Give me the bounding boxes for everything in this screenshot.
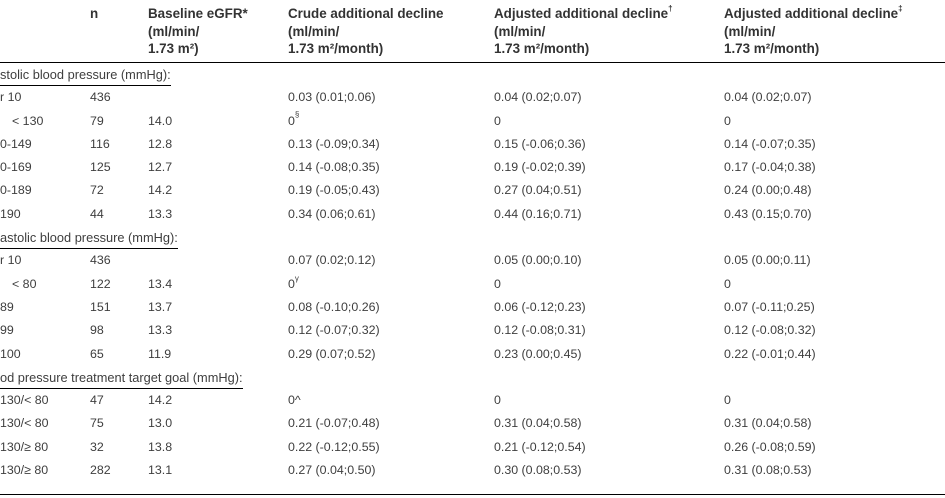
cell-adjusted-2-value: 0.31 (0.08;0.53) [724,463,812,478]
cell-crude [288,319,380,342]
row-label: < 130 [12,113,44,128]
cell-crude [288,86,376,109]
row-label: 0-169 [0,160,32,175]
cell-crude-value: 0.19 (-0.05;0.43) [288,183,380,198]
cell-adjusted-2 [724,436,816,459]
table-row [0,179,945,202]
cell-adjusted-2 [724,179,812,202]
cell-crude [288,156,380,179]
table-bottom-rule [0,494,945,495]
cell-n-value: 436 [90,90,111,105]
row-label: 130/< 80 [0,416,49,431]
cell-adjusted-2 [724,249,811,272]
cell-adjusted-1 [494,319,586,342]
cell-adjusted-2-value: 0.12 (-0.08;0.32) [724,323,816,338]
cell-adjusted-2-value: 0.24 (0.00;0.48) [724,183,812,198]
cell-adjusted-1 [494,203,582,226]
cell-adjusted-2-value: 0 [724,113,731,128]
section-title: astolic blood pressure (mmHg): [0,229,178,249]
cell-n [90,319,104,342]
cell-n-value: 72 [90,183,104,198]
cell-n [90,156,111,179]
cell-baseline-value: 13.3 [148,206,173,221]
cell-adjusted-1 [494,343,582,366]
table-row [0,203,945,226]
cell-baseline-value: 13.7 [148,299,173,314]
cell-crude-value: 0 [288,113,295,128]
cell-adjusted-1-value: 0.15 (-0.06;0.36) [494,136,586,151]
cell-baseline [148,459,172,482]
cell-adjusted-1-value: 0.30 (0.08;0.53) [494,463,582,478]
cell-baseline [148,110,172,133]
cell-adjusted-1-value: 0.21 (-0.12;0.54) [494,439,586,454]
header-baseline-egfr: Baseline eGFR* (ml/min/ 1.73 m²) [148,6,248,56]
cell-crude-value: 0^ [288,393,301,408]
cell-n [90,389,104,412]
header-adjusted-2-sup: ‡ [898,3,903,13]
row-label: < 80 [12,276,37,291]
cell-crude-value: 0.34 (0.06;0.61) [288,206,376,221]
cell-adjusted-1-value: 0.23 (0.00;0.45) [494,346,582,361]
header-adjusted-decline-1 [494,5,673,58]
cell-adjusted-2 [724,203,812,226]
table-row [0,133,945,156]
cell-crude [288,249,376,272]
cell-adjusted-2 [724,133,816,156]
cell-crude [288,389,301,412]
cell-adjusted-1-value: 0.31 (0.04;0.58) [494,416,582,431]
footnote-mark: § [294,110,300,120]
header-adjusted-2-units: (ml/min/ 1.73 m²/month) [724,23,820,56]
cell-baseline [148,436,172,459]
cell-n [90,273,111,296]
cell-adjusted-1-value: 0 [494,113,501,128]
cell-adjusted-2-value: 0.07 (-0.11;0.25) [724,299,815,314]
cell-n-value: 125 [90,160,111,175]
header-n: n [90,6,99,21]
section-heading-row [0,366,945,389]
cell-crude-value: 0.03 (0.01;0.06) [288,90,376,105]
cell-adjusted-1-value: 0.27 (0.04;0.51) [494,183,582,198]
cell-adjusted-2 [724,156,816,179]
cell-baseline-value: 12.7 [148,160,173,175]
table-row [0,249,945,272]
cell-adjusted-1-value: 0.05 (0.00;0.10) [494,253,582,268]
row-label: 130/≥ 80 [0,439,49,454]
section-heading [0,366,243,389]
cell-adjusted-2 [724,296,815,319]
cell-adjusted-2-value: 0.43 (0.15;0.70) [724,206,812,221]
cell-n-value: 436 [90,253,111,268]
cell-adjusted-2 [724,319,816,342]
cell-baseline [148,412,172,435]
cell-adjusted-1 [494,156,586,179]
header-adjusted-1-sup: † [668,3,673,13]
row-label: r 10 [0,90,22,105]
cell-baseline [148,133,172,156]
table-row [0,436,945,459]
cell-baseline-value: 12.8 [148,136,173,151]
row-label: 99 [0,323,14,338]
cell-n [90,133,110,156]
table-row [0,343,945,366]
cell-adjusted-2-value: 0 [724,276,731,291]
cell-crude-value: 0.07 (0.02;0.12) [288,253,376,268]
cell-crude-value: 0.29 (0.07;0.52) [288,346,376,361]
row-label: 100 [0,346,21,361]
cell-crude [288,459,376,482]
cell-baseline-value: 13.0 [148,416,173,431]
cell-adjusted-2-value: 0.22 (-0.01;0.44) [724,346,816,361]
table-row [0,110,945,133]
table-row [0,296,945,319]
cell-crude-value: 0.27 (0.04;0.50) [288,463,376,478]
cell-adjusted-2 [724,459,812,482]
cell-baseline-value: 13.4 [148,276,173,291]
cell-baseline-value: 14.2 [148,183,173,198]
cell-crude-value: 0.21 (-0.07;0.48) [288,416,380,431]
cell-baseline-value: 14.0 [148,113,173,128]
cell-adjusted-2-value: 0.04 (0.02;0.07) [724,90,812,105]
row-label: 190 [0,206,21,221]
section-title: od pressure treatment target goal (mmHg): [0,369,243,389]
cell-crude [288,343,376,366]
section-heading [0,63,171,86]
cell-n [90,203,104,226]
cell-crude-value: 0.22 (-0.12;0.55) [288,439,380,454]
cell-n [90,296,111,319]
cell-n-value: 44 [90,206,104,221]
header-adjusted-2-title: Adjusted additional decline [724,6,899,21]
cell-crude-value: 0.12 (-0.07;0.32) [288,323,380,338]
cell-baseline-value: 14.2 [148,393,173,408]
table-row [0,86,945,109]
cell-crude [288,203,376,226]
cell-adjusted-2-value: 0 [724,393,731,408]
row-label: 0-149 [0,136,32,151]
cell-crude [288,179,380,202]
row-label: 0-189 [0,183,32,198]
cell-adjusted-2-value: 0.26 (-0.08;0.59) [724,439,816,454]
cell-n-value: 116 [90,136,110,151]
cell-crude-value: 0 [288,276,295,291]
cell-n [90,179,104,202]
cell-n [90,110,104,133]
cell-adjusted-1 [494,389,501,412]
cell-adjusted-2 [724,343,816,366]
cell-n-value: 47 [90,393,104,408]
table-row [0,412,945,435]
cell-adjusted-1 [494,179,582,202]
table-header [0,0,945,60]
cell-adjusted-1-value: 0.19 (-0.02;0.39) [494,160,586,175]
cell-adjusted-2-value: 0.17 (-0.04;0.38) [724,160,816,175]
cell-adjusted-1 [494,436,586,459]
cell-n [90,343,104,366]
cell-baseline-value: 13.1 [148,463,173,478]
cell-crude [288,133,380,156]
cell-n [90,436,104,459]
cell-adjusted-1 [494,86,582,109]
header-crude-decline: Crude additional decline (ml/min/ 1.73 m²/month) [288,6,444,56]
cell-n [90,86,111,109]
cell-n-value: 122 [90,276,111,291]
cell-crude [288,436,380,459]
cell-adjusted-1 [494,133,586,156]
cell-baseline [148,273,172,296]
cell-adjusted-1-value: 0.12 (-0.08;0.31) [494,323,586,338]
cell-baseline [148,343,171,366]
cell-n [90,249,111,272]
cell-adjusted-2 [724,389,731,412]
table-row [0,459,945,482]
table-body [0,63,945,482]
cell-n-value: 65 [90,346,104,361]
cell-adjusted-2-value: 0.05 (0.00;0.11) [724,253,811,268]
cell-crude [288,412,380,435]
header-adjusted-decline-2 [724,5,903,58]
cell-adjusted-2-value: 0.14 (-0.07;0.35) [724,136,816,151]
cell-adjusted-2-value: 0.31 (0.04;0.58) [724,416,812,431]
section-heading-row [0,63,945,86]
cell-adjusted-1-value: 0.04 (0.02;0.07) [494,90,582,105]
table-row [0,273,945,296]
section-heading [0,226,178,249]
cell-adjusted-1-value: 0 [494,276,501,291]
cell-baseline [148,389,172,412]
cell-crude [288,110,299,133]
cell-n-value: 151 [90,299,111,314]
cell-baseline [148,296,172,319]
cell-n-value: 98 [90,323,104,338]
row-label: 130/≥ 80 [0,463,49,478]
table-row [0,156,945,179]
cell-crude [288,296,380,319]
cell-baseline-value: 13.8 [148,439,173,454]
section-heading-row [0,226,945,249]
cell-adjusted-2 [724,412,812,435]
footnote-mark: γ [294,273,299,283]
cell-n-value: 75 [90,416,104,431]
cell-baseline-value: 13.3 [148,323,173,338]
cell-baseline [148,203,172,226]
cell-adjusted-1-value: 0 [494,393,501,408]
section-title: stolic blood pressure (mmHg): [0,66,171,86]
cell-adjusted-1 [494,110,501,133]
cell-crude-value: 0.13 (-0.09;0.34) [288,136,380,151]
header-adjusted-1-units: (ml/min/ 1.73 m²/month) [494,23,590,56]
cell-baseline [148,156,172,179]
cell-crude [288,273,299,296]
cell-adjusted-2 [724,86,812,109]
cell-baseline [148,319,172,342]
row-label: r 10 [0,253,22,268]
row-label: 130/< 80 [0,393,49,408]
cell-adjusted-1-value: 0.06 (-0.12;0.23) [494,299,586,314]
table-row [0,319,945,342]
cell-adjusted-2 [724,110,731,133]
cell-adjusted-1 [494,296,586,319]
cell-n-value: 79 [90,113,104,128]
cell-baseline [148,179,172,202]
cell-n [90,459,111,482]
cell-n-value: 282 [90,463,111,478]
cell-adjusted-1 [494,459,582,482]
cell-baseline-value: 11.9 [148,346,172,361]
cell-adjusted-1 [494,412,582,435]
cell-crude-value: 0.14 (-0.08;0.35) [288,160,380,175]
table-row [0,389,945,412]
cell-crude-value: 0.08 (-0.10;0.26) [288,299,380,314]
cell-adjusted-2 [724,273,731,296]
cell-adjusted-1-value: 0.44 (0.16;0.71) [494,206,582,221]
row-label: 89 [0,299,14,314]
cell-adjusted-1 [494,249,582,272]
cell-adjusted-1 [494,273,501,296]
cell-n-value: 32 [90,439,104,454]
cell-n [90,412,104,435]
header-adjusted-1-title: Adjusted additional decline [494,6,669,21]
